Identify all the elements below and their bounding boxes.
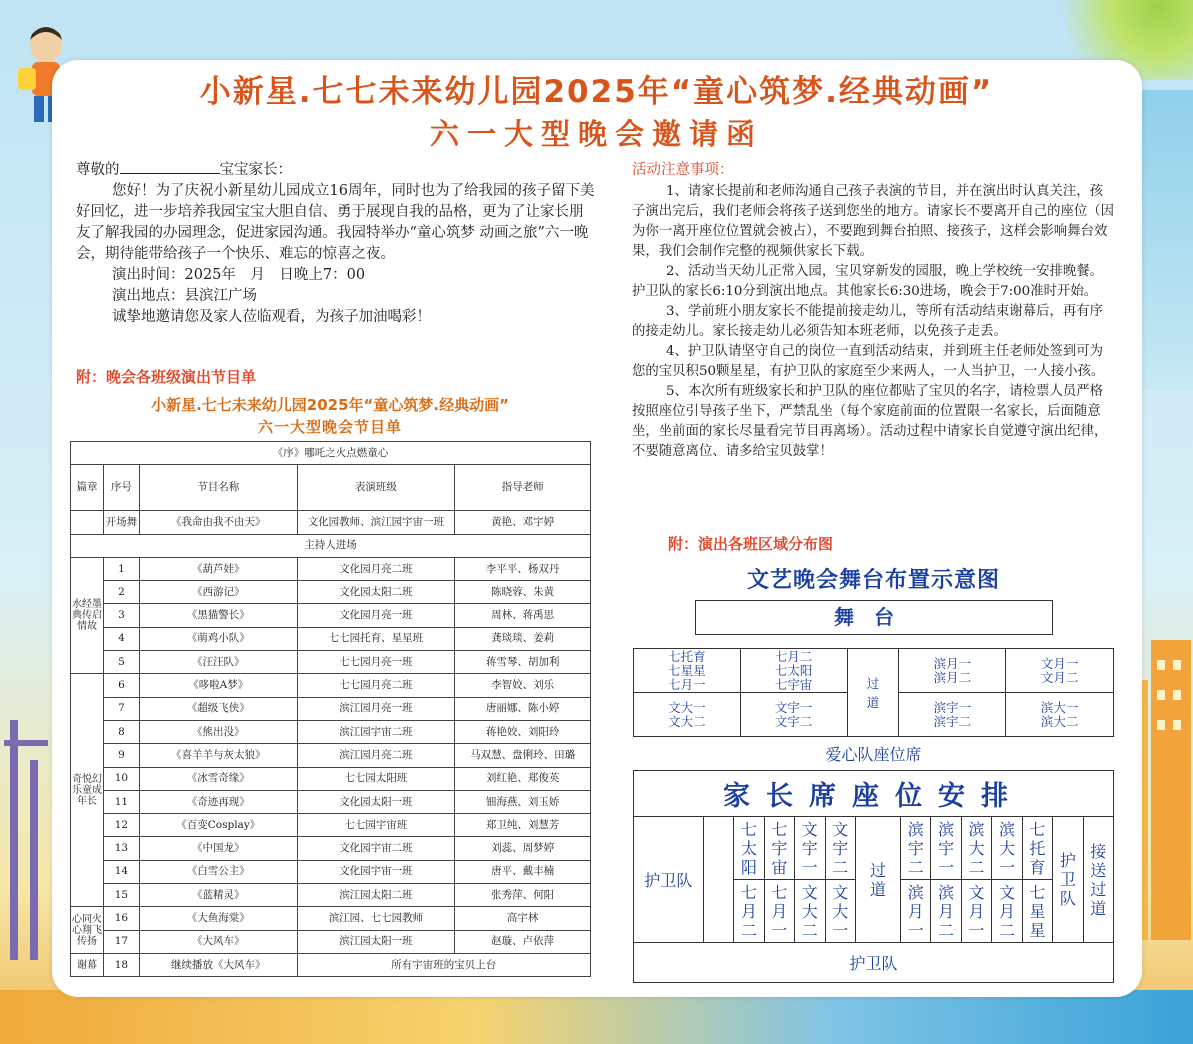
table-cell: 文宇一 文宇二 <box>740 693 847 737</box>
prelude-row: 《序》哪吒之火点燃童心 <box>71 442 591 465</box>
table-cell: 文月二 <box>992 880 1022 943</box>
table-row <box>71 465 591 511</box>
table-cell: 赵璇、卢依萍 <box>455 930 591 953</box>
greeting: 尊敬的 宝宝家长： <box>76 162 292 178</box>
table-row <box>71 790 591 813</box>
section-name: 水经墨典传启情故 <box>71 557 104 673</box>
table-cell: 《中国龙》 <box>139 837 297 860</box>
table-cell: 12 <box>103 814 139 837</box>
table-cell <box>71 511 104 534</box>
table-cell: 文化园宇宙二班 <box>297 837 455 860</box>
table-cell: 陈晓蓉、朱黄 <box>455 581 591 604</box>
table-cell: 《我命由我不由天》 <box>139 511 297 534</box>
table-cell: 七七园太阳班 <box>297 767 455 790</box>
table-cell: 滨月一 <box>901 880 931 943</box>
table-cell: 开场舞 <box>103 511 139 534</box>
table-cell: 滨江园、七七园教师 <box>297 907 455 930</box>
table-cell: 18 <box>103 953 139 976</box>
parent-seat-table <box>633 770 1114 983</box>
table-cell: 文大一 文大二 <box>634 693 741 737</box>
program-table <box>70 441 591 977</box>
table-row <box>71 627 591 650</box>
table-cell: 文月一 文月二 <box>1006 649 1114 693</box>
table-cell: 《百变Cosplay》 <box>139 814 297 837</box>
sub-title: 六一大型晚会邀请函 <box>429 117 763 151</box>
table-cell: 9 <box>103 744 139 767</box>
table-cell: 唐平、戴丰楠 <box>455 860 591 883</box>
table-cell: 《西游记》 <box>139 581 297 604</box>
table-cell: 继续播放《大风车》 <box>139 953 297 976</box>
table-cell: 刘蕊、周梦婷 <box>455 837 591 860</box>
table-cell: 《大风车》 <box>139 930 297 953</box>
guard-right: 护卫队 <box>1053 817 1083 943</box>
table-cell: 滨月二 <box>931 880 961 943</box>
table-cell: 《白雪公主》 <box>139 860 297 883</box>
table-row <box>71 697 591 720</box>
column-header: 篇章 <box>71 465 104 511</box>
table-cell: 《蓝精灵》 <box>139 884 297 907</box>
table-cell: 蒋雪琴、胡加利 <box>455 651 591 674</box>
notes-section <box>632 160 1115 462</box>
table-cell: 滨大二 <box>961 817 991 880</box>
table-cell: 滨月一 滨月二 <box>899 649 1006 693</box>
table-cell: 七托育 七星星 七月一 <box>634 649 741 693</box>
table-cell: 文大二 <box>795 880 825 943</box>
table-cell: 滨宇一 <box>931 817 961 880</box>
table-row <box>71 581 591 604</box>
table-row <box>71 814 591 837</box>
appendix-map-heading: 附：演出各班区域分布图 <box>668 535 834 553</box>
table-row <box>71 860 591 883</box>
table-row <box>634 771 1114 817</box>
stage-box: 舞台 <box>695 600 1053 635</box>
table-cell: 滨江园月亮一班 <box>297 697 455 720</box>
table-cell: 11 <box>103 790 139 813</box>
table-cell: 滨江园月亮二班 <box>297 744 455 767</box>
aisle-cell: 过道 <box>847 649 899 737</box>
table-cell: 17 <box>103 930 139 953</box>
table-cell: 七托育 <box>1022 817 1052 880</box>
column-header: 表演班级 <box>297 465 455 511</box>
table-cell: 文化园教师、滨江园宇宙一班 <box>297 511 455 534</box>
table-row <box>634 943 1114 983</box>
table-cell: 周林、蒋禹思 <box>455 604 591 627</box>
program-title: 小新星.七七未来幼儿园2025年“童心筑梦.经典动画” <box>151 396 509 414</box>
table-cell: 滨江园宇宙二班 <box>297 720 455 743</box>
table-row <box>634 649 1114 693</box>
column-header: 序号 <box>103 465 139 511</box>
letter-paragraph: 您好！为了庆祝小新星幼儿园成立16周年，同时也为了给我园的孩子留下美好回忆，进一步培养我园宝宝大胆自信、勇于展现自我的品格，更为了让家长朋友了解我园的办园理念，促进家园沟通。我园特举办“童心筑梦 动画之旅”六一晚会，期待能带给孩子一个快乐、难忘的惊喜之夜。 <box>76 183 595 262</box>
table-cell: 4 <box>103 627 139 650</box>
table-cell: 张秀萍、何阳 <box>455 884 591 907</box>
show-place: 演出地点：县滨江广场 <box>112 288 257 304</box>
table-cell: 黄艳、邓宇婷 <box>455 511 591 534</box>
table-cell: 七月一 <box>764 880 794 943</box>
table-cell: 郑卫纯、刘慧芳 <box>455 814 591 837</box>
table-row <box>71 651 591 674</box>
main-title: 小新星.七七未来幼儿园2025年“童心筑梦.经典动画” <box>199 74 994 110</box>
table-row <box>71 604 591 627</box>
table-cell: 七太阳 <box>734 817 764 880</box>
aisle-cell: 过道 <box>855 817 900 943</box>
table-cell: 文月一 <box>961 880 991 943</box>
table-cell: 七七园月亮二班 <box>297 674 455 697</box>
show-time: 演出时间：2025年 月 日晚上7：00 <box>112 267 366 283</box>
table-row <box>71 767 591 790</box>
table-cell: 滨江园太阳一班 <box>297 930 455 953</box>
love-seats-label: 爱心队座位席 <box>825 745 922 764</box>
table-cell: 文化园太阳一班 <box>297 790 455 813</box>
table-row <box>71 884 591 907</box>
table-cell: 七月二 七太阳 七宇宙 <box>740 649 847 693</box>
table-row <box>71 744 591 767</box>
section-name: 奇悦幻乐童成年长 <box>71 674 104 907</box>
section-name: 谢幕 <box>71 953 104 976</box>
table-row <box>71 534 591 557</box>
note-item: 5、本次所有班级家长和护卫队的座位都贴了宝贝的名字，请检票人员严格按照座位引导孩子坐下，严禁乱坐（每个家庭前面的位置限一名家长，后面随意坐，坐前面的家长尽量看完节目再离场）。活动过程中请家长自觉遵守演出纪律，不要随意离位、请多给宝贝鼓掌！ <box>632 384 1108 459</box>
table-cell: 《大鱼海棠》 <box>139 907 297 930</box>
table-cell: 七宇宙 <box>764 817 794 880</box>
seat-title: 家长席座位安排 <box>634 771 1114 817</box>
table-cell: 14 <box>103 860 139 883</box>
table-cell: 高宇林 <box>455 907 591 930</box>
table-cell: 七七园月亮一班 <box>297 651 455 674</box>
table-cell: 文化园太阳二班 <box>297 581 455 604</box>
table-cell: 龚琰琰、姜莉 <box>455 627 591 650</box>
table-cell: 《萌鸡小队》 <box>139 627 297 650</box>
table-cell: 钿海燕、刘玉娇 <box>455 790 591 813</box>
invite-line: 诚挚地邀请您及家人莅临观看，为孩子加油喝彩！ <box>112 309 431 325</box>
table-cell: 七七园宇宙班 <box>297 814 455 837</box>
table-row <box>71 557 591 580</box>
table-cell: 文宇一 <box>795 817 825 880</box>
note-item: 2、活动当天幼儿正常入园，宝贝穿新发的园服，晚上学校统一安排晚餐。护卫队的家长6:10分到演出地点。其他家长6:30进场，晚会于7:00准时开始。 <box>632 264 1104 299</box>
table-cell: 七月二 <box>734 880 764 943</box>
table-cell: 《冰雪奇缘》 <box>139 767 297 790</box>
table-cell: 10 <box>103 767 139 790</box>
table-row <box>71 907 591 930</box>
table-cell: 文化园月亮一班 <box>297 604 455 627</box>
table-cell: 李平平、杨双丹 <box>455 557 591 580</box>
table-cell: 《喜羊羊与灰太狼》 <box>139 744 297 767</box>
table-cell: 《黑猫警长》 <box>139 604 297 627</box>
table-cell: 文大一 <box>825 880 855 943</box>
invitation-letter <box>76 160 596 328</box>
table-cell: 《超级飞侠》 <box>139 697 297 720</box>
column-header: 指导老师 <box>455 465 591 511</box>
table-cell: 《哆啦A梦》 <box>139 674 297 697</box>
table-cell: 6 <box>103 674 139 697</box>
table-cell: 文化园月亮二班 <box>297 557 455 580</box>
table-cell: 《葫芦娃》 <box>139 557 297 580</box>
table-row <box>71 837 591 860</box>
table-cell: 滨宇二 <box>901 817 931 880</box>
tower-left-decoration <box>0 700 60 960</box>
table-cell: 13 <box>103 837 139 860</box>
table-row <box>71 953 591 976</box>
table-cell: 8 <box>103 720 139 743</box>
table-cell: 滨大一 滨大二 <box>1006 693 1114 737</box>
section-name: 心同火心翔飞传扬 <box>71 907 104 954</box>
appendix-program-heading: 附：晚会各班级演出节目单 <box>76 368 257 386</box>
pickup-aisle: 接送过道 <box>1083 817 1113 943</box>
note-item: 1、请家长提前和老师沟通自己孩子表演的节目，并在演出时认真关注，孩子演出完后，我们老师会将孩子送到您坐的地方。请家长不要离开自己的座位（因为你一离开座位位置就会被占），不要跑到舞台拍照、接孩子，这样会影响舞台效果，我们会制作完整的视频供家长下载。 <box>632 184 1115 259</box>
table-cell: 16 <box>103 907 139 930</box>
table-cell: 7 <box>103 697 139 720</box>
table-cell: 李智姣、刘乐 <box>455 674 591 697</box>
table-row <box>71 674 591 697</box>
note-item: 4、护卫队请坚守自己的岗位一直到活动结束，并到班主任老师处签到可为您的宝贝积50颗星星，有护卫队的家庭至少来两人，一人当护卫，一人接小孩。 <box>632 344 1105 379</box>
table-cell: 蒋艳姣、刘阳玲 <box>455 720 591 743</box>
table-cell: 所有宇宙班的宝贝上台 <box>297 953 590 976</box>
table-cell: 15 <box>103 884 139 907</box>
table-cell: 七星星 <box>1022 880 1052 943</box>
table-cell: 文宇二 <box>825 817 855 880</box>
table-row <box>71 511 591 534</box>
note-item: 3、学前班小朋友家长不能提前接走幼儿，等所有活动结束谢幕后，再有序的接走幼儿。家长接走幼儿必须告知本班老师，以免孩子走丢。 <box>632 304 1104 339</box>
table-cell: 5 <box>103 651 139 674</box>
table-cell: 《奇迹再现》 <box>139 790 297 813</box>
table-cell: 唐丽娜、陈小婷 <box>455 697 591 720</box>
table-cell: 文化园宇宙一班 <box>297 860 455 883</box>
bottom-wave-decoration <box>0 990 1193 1044</box>
host-row: 主持人进场 <box>71 534 591 557</box>
table-row <box>71 442 591 465</box>
table-row <box>71 930 591 953</box>
table-row <box>71 720 591 743</box>
table-cell <box>703 817 733 943</box>
program-subtitle: 六一大型晚会节目单 <box>257 418 402 436</box>
table-cell: 刘红艳、郑俊英 <box>455 767 591 790</box>
stage-map-title: 文艺晚会舞台布置示意图 <box>746 568 1000 593</box>
table-cell: 2 <box>103 581 139 604</box>
table-cell: 七七园托育、星星班 <box>297 627 455 650</box>
table-cell: 1 <box>103 557 139 580</box>
table-row <box>634 817 1114 880</box>
notes-heading: 活动注意事项： <box>632 162 734 178</box>
table-cell: 3 <box>103 604 139 627</box>
guard-bottom: 护卫队 <box>634 943 1114 983</box>
table-cell: 马双慧、盘俐玲、田璐 <box>455 744 591 767</box>
guard-left: 护卫队 <box>634 817 704 943</box>
table-cell: 《熊出没》 <box>139 720 297 743</box>
table-cell: 滨大一 <box>992 817 1022 880</box>
table-cell: 《汪汪队》 <box>139 651 297 674</box>
zone-table <box>633 648 1114 737</box>
table-cell: 滨宇一 滨宇二 <box>899 693 1006 737</box>
table-cell: 滨江园太阳二班 <box>297 884 455 907</box>
column-header: 节目名称 <box>139 465 297 511</box>
